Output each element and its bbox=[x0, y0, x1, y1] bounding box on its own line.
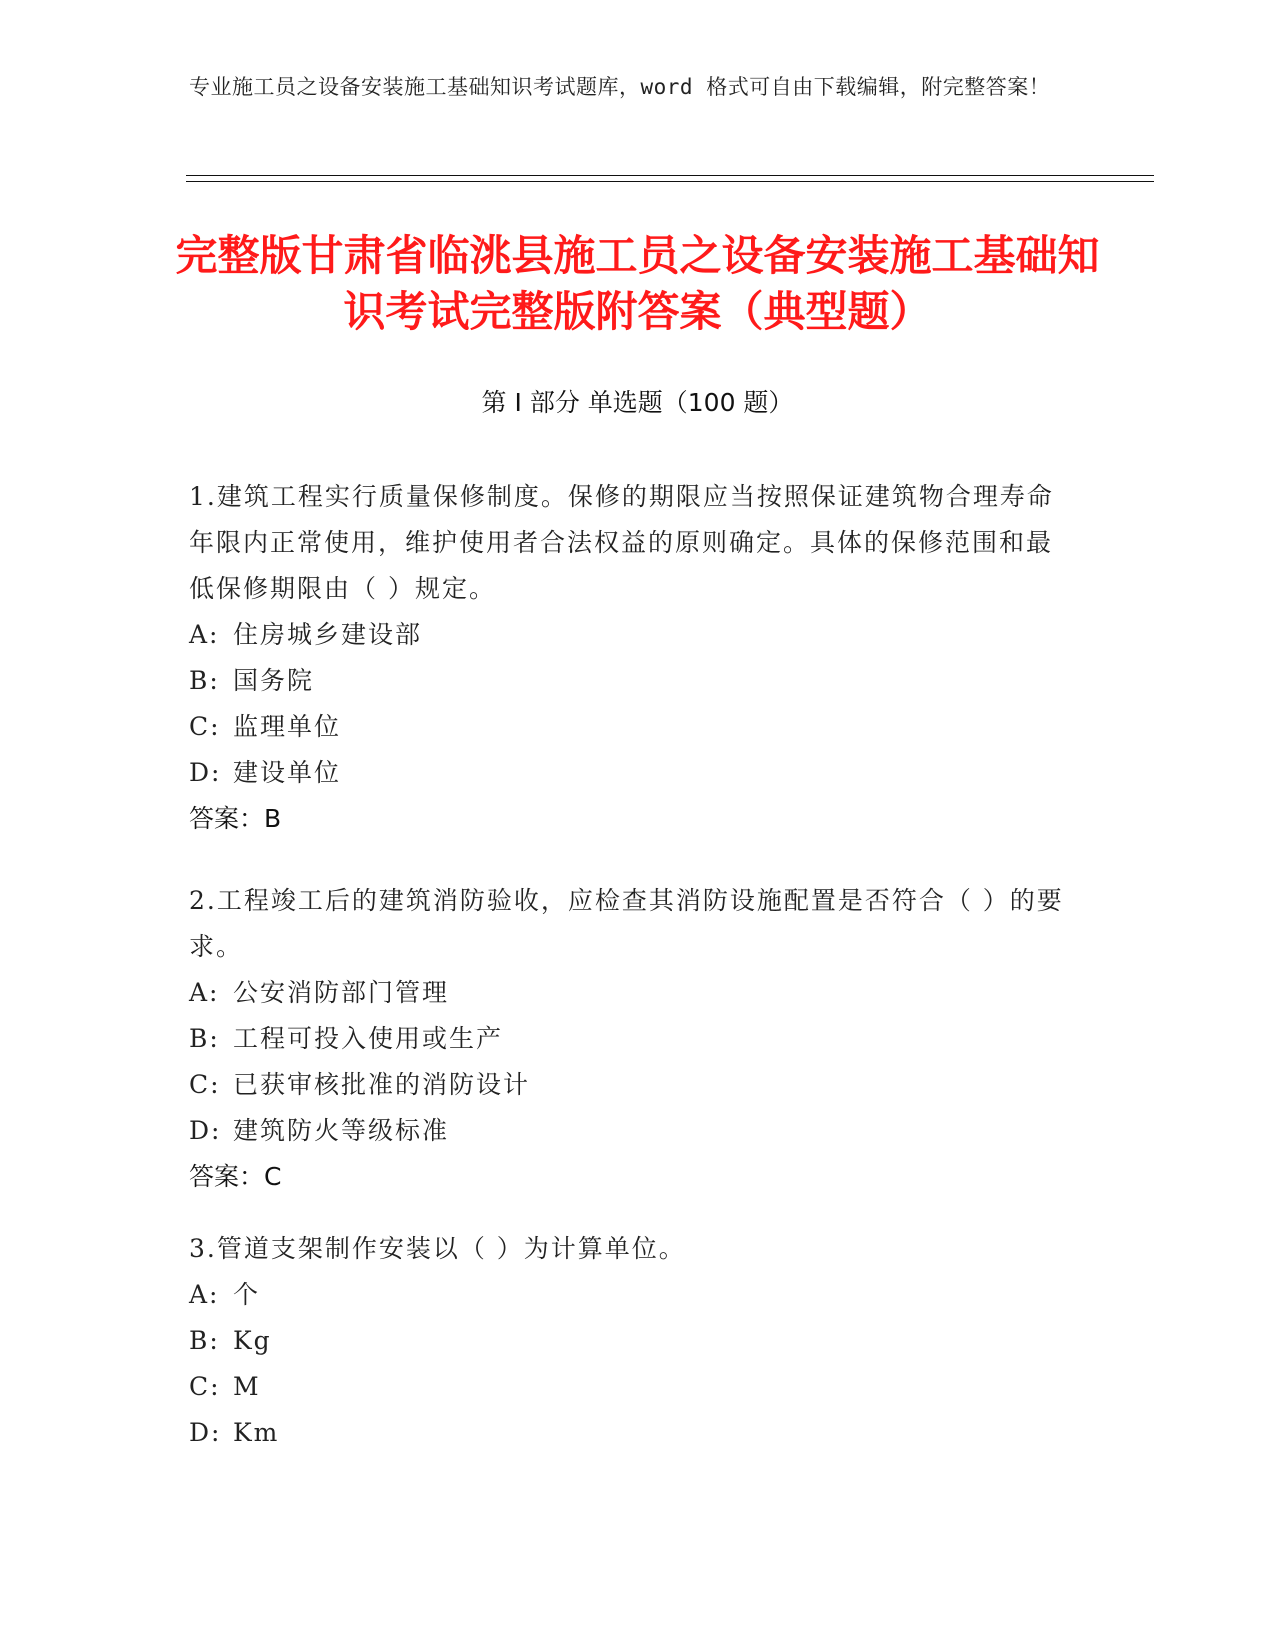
option-text: 已获审核批准的消防设计 bbox=[233, 1070, 531, 1099]
option-d bbox=[189, 750, 1069, 796]
document-title: 完整版甘肃省临洮县施工员之设备安装施工基础知识考试完整版附答案（典型题） bbox=[175, 231, 1100, 336]
option-text: 监理单位 bbox=[233, 712, 342, 741]
question-stem: 3.管道支架制作安装以（ ）为计算单位。 bbox=[189, 1234, 686, 1263]
section-heading: 第 I 部分 单选题（100 题） bbox=[481, 388, 794, 417]
option-key: A: bbox=[189, 978, 220, 1007]
option-key: D: bbox=[189, 758, 222, 787]
option-key: D: bbox=[189, 1418, 222, 1447]
option-key: A: bbox=[189, 620, 220, 649]
option-key: B: bbox=[189, 1024, 220, 1053]
option-b bbox=[189, 1016, 1069, 1062]
option-text: 个 bbox=[233, 1280, 261, 1309]
option-a bbox=[189, 1272, 1069, 1318]
option-d bbox=[189, 1410, 1069, 1456]
option-b bbox=[189, 1318, 1069, 1364]
option-key: C: bbox=[189, 712, 221, 741]
option-key: C: bbox=[189, 1372, 221, 1401]
option-b bbox=[189, 658, 1069, 704]
question-stem: 2.工程竣工后的建筑消防验收，应检查其消防设施配置是否符合（ ）的要求。 bbox=[189, 886, 1064, 961]
option-text: Km bbox=[233, 1418, 280, 1447]
option-a bbox=[189, 612, 1069, 658]
option-key: C: bbox=[189, 1070, 221, 1099]
option-key: B: bbox=[189, 666, 220, 695]
option-text: 住房城乡建设部 bbox=[233, 620, 423, 649]
question-2 bbox=[189, 878, 1069, 1200]
answer-line: 答案：C bbox=[189, 1162, 282, 1191]
option-text: 建设单位 bbox=[233, 758, 342, 787]
option-text: 公安消防部门管理 bbox=[233, 978, 450, 1007]
document-header-note: 专业施工员之设备安装施工基础知识考试题库，word 格式可自由下载编辑，附完整答案！ bbox=[189, 75, 1051, 99]
answer-line: 答案：B bbox=[189, 804, 282, 833]
option-text: M bbox=[233, 1372, 261, 1401]
option-a bbox=[189, 970, 1069, 1016]
option-text: 国务院 bbox=[233, 666, 315, 695]
question-1 bbox=[189, 474, 1069, 842]
option-c bbox=[189, 1062, 1069, 1108]
option-key: B: bbox=[189, 1326, 220, 1355]
option-text: Kg bbox=[233, 1326, 272, 1355]
question-list bbox=[189, 474, 1069, 1447]
header-divider-line bbox=[186, 175, 1154, 176]
option-text: 工程可投入使用或生产 bbox=[233, 1024, 504, 1053]
option-c bbox=[189, 704, 1069, 750]
option-key: D: bbox=[189, 1116, 222, 1145]
header-divider-line-secondary bbox=[186, 181, 1154, 182]
question-3 bbox=[189, 1226, 1069, 1456]
question-stem: 1.建筑工程实行质量保修制度。保修的期限应当按照保证建筑物合理寿命年限内正常使用，维护使用者合法权益的原则确定。具体的保修范围和最低保修期限由（ ）规定。 bbox=[189, 482, 1054, 603]
option-text: 建筑防火等级标准 bbox=[233, 1116, 450, 1145]
option-d bbox=[189, 1108, 1069, 1154]
option-key: A: bbox=[189, 1280, 220, 1309]
option-c bbox=[189, 1364, 1069, 1410]
